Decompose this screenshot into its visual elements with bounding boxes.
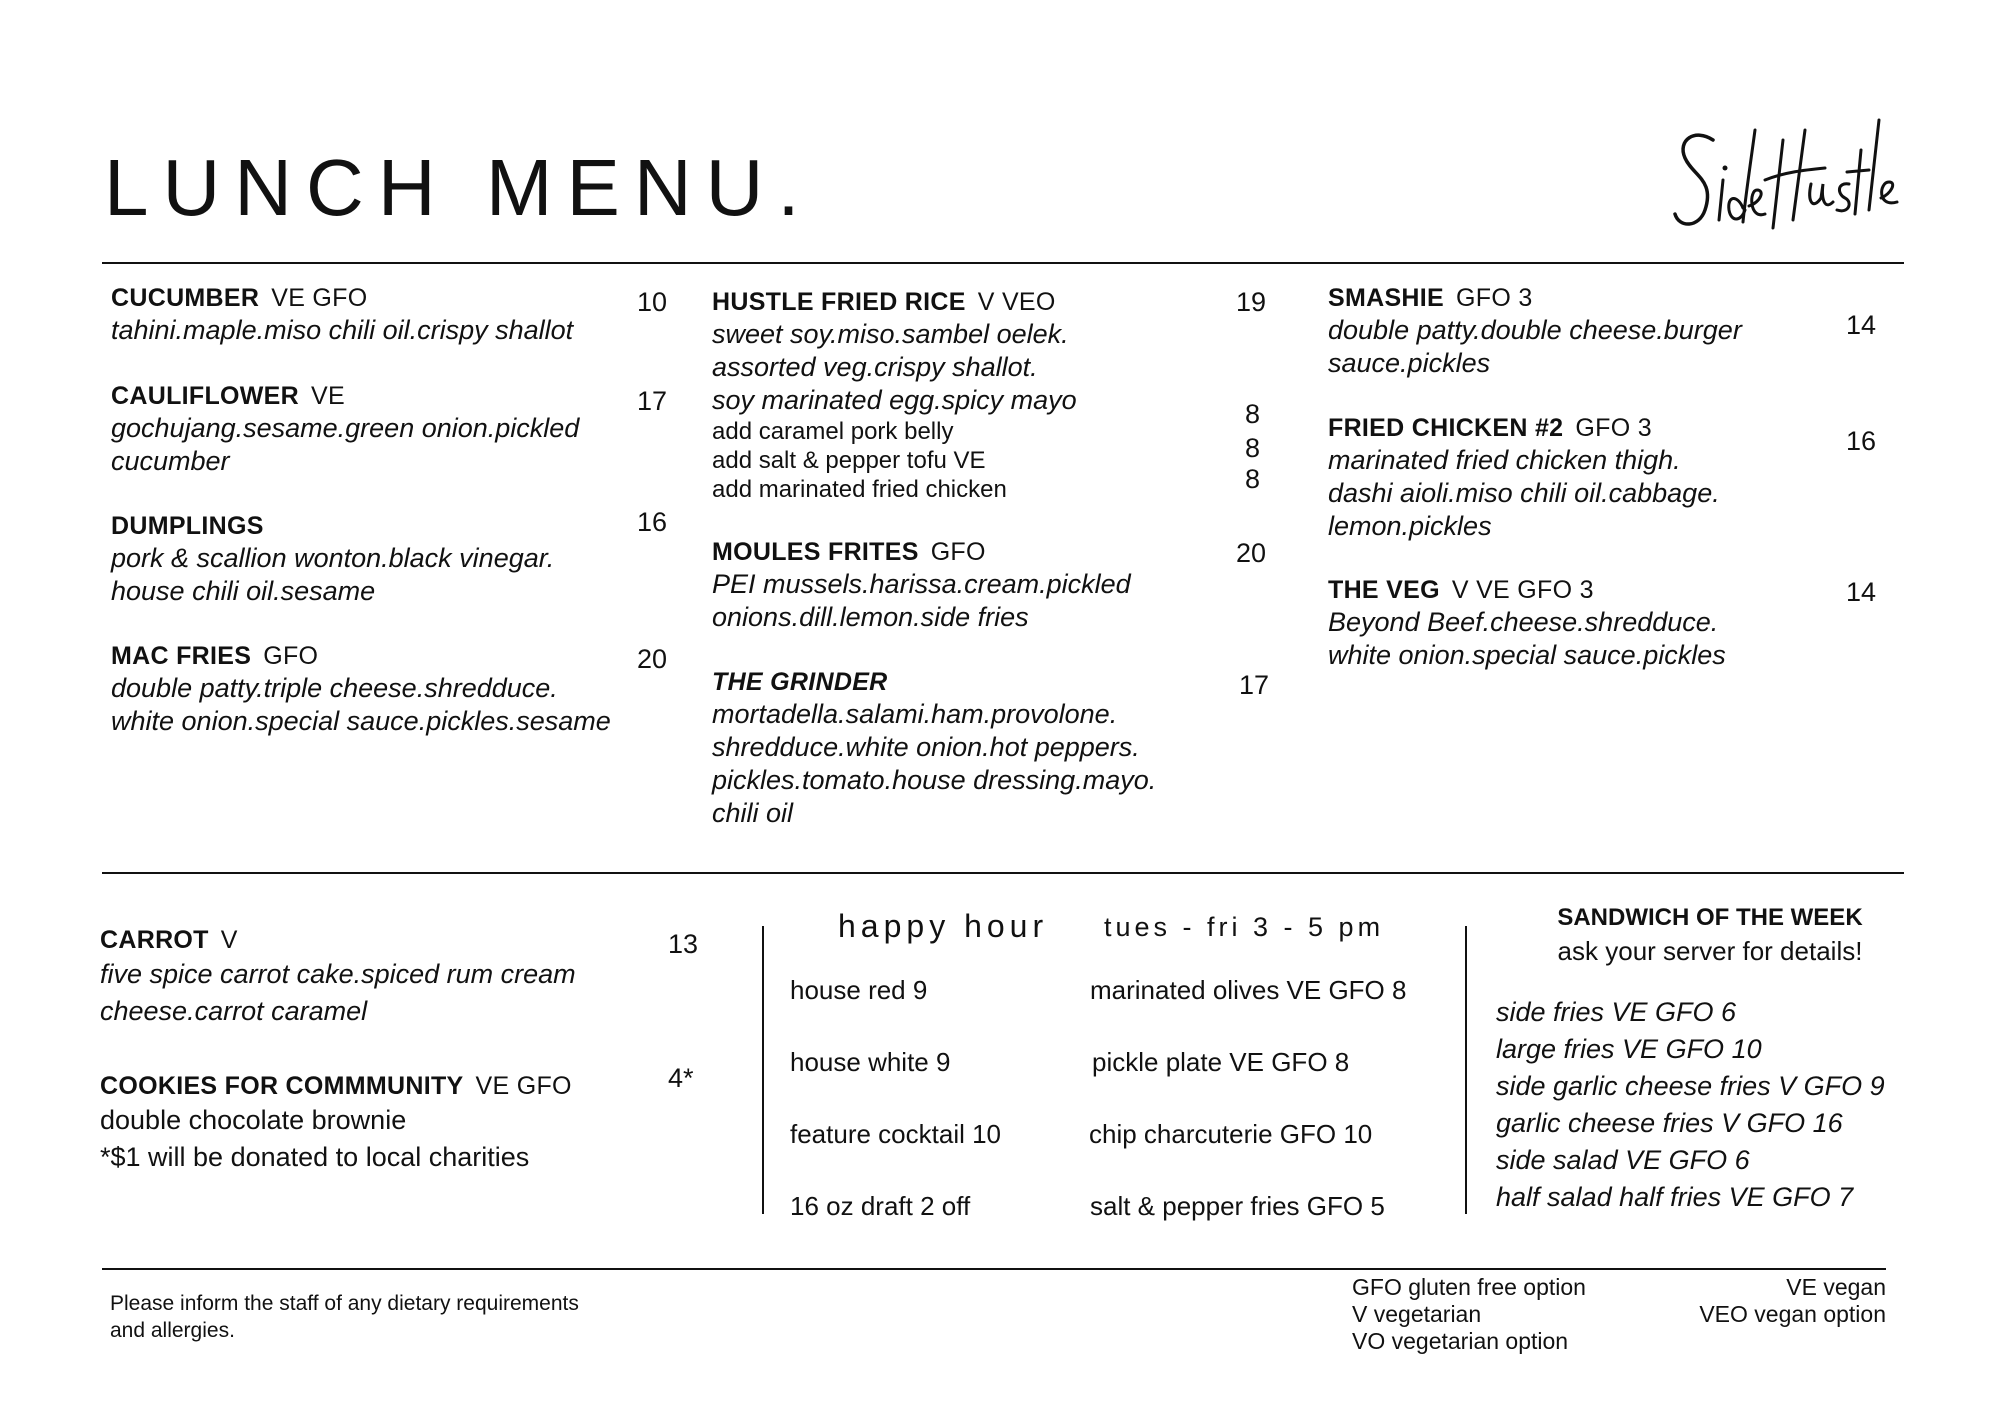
item-name: CARROT — [100, 926, 209, 954]
item-desc: double chocolate brownie — [100, 1105, 407, 1135]
item-price: 13 — [668, 929, 699, 959]
item-desc: assorted veg.crispy shallot. — [712, 352, 1038, 382]
item-desc: *$1 will be donated to local charities — [100, 1142, 530, 1172]
item-desc: chili oil — [712, 798, 794, 828]
happy-hour-item: chip charcuterie GFO 10 — [1089, 1119, 1373, 1149]
item-price: 20 — [1236, 538, 1267, 568]
item-name: THE VEG — [1328, 576, 1440, 604]
happy-hour-item: marinated olives VE GFO 8 — [1090, 975, 1407, 1005]
item-desc: sweet soy.miso.sambel oelek. — [712, 319, 1069, 349]
item-price: 4* — [668, 1063, 694, 1093]
footer-divider — [102, 1268, 1886, 1270]
item-tags: V VE GFO 3 — [1451, 576, 1594, 604]
happy-hour-item: house white 9 — [790, 1047, 951, 1077]
legend-entry: V vegetarian — [1352, 1301, 1482, 1327]
item-name: SMASHIE — [1328, 284, 1445, 312]
side-item: side salad VE GFO 6 — [1496, 1145, 1750, 1175]
side-item: garlic cheese fries V GFO 16 — [1496, 1108, 1843, 1138]
item-desc: Beyond Beef.cheese.shredduce. — [1328, 607, 1719, 637]
menu-item-carrot — [100, 924, 680, 1030]
item-desc: tahini.maple.miso chili oil.crispy shallot — [111, 315, 574, 345]
legend-entry: VO vegetarian option — [1352, 1328, 1569, 1354]
header-divider — [102, 262, 1904, 264]
legend-entry: GFO gluten free option — [1352, 1274, 1586, 1300]
menu-item-dumplings — [111, 510, 671, 608]
item-desc: pickles.tomato.house dressing.mayo. — [712, 765, 1157, 795]
item-name: MAC FRIES — [111, 642, 252, 670]
item-desc: pork & scallion wonton.black vinegar. — [111, 543, 555, 573]
item-desc: marinated fried chicken thigh. — [1328, 445, 1681, 475]
happy-hour-item: pickle plate VE GFO 8 — [1092, 1047, 1350, 1077]
item-desc: onions.dill.lemon.side fries — [712, 602, 1029, 632]
item-tags: GFO — [930, 538, 986, 566]
addon-item: add caramel pork belly — [712, 418, 954, 445]
item-name: CUCUMBER — [111, 284, 260, 312]
item-desc: house chili oil.sesame — [111, 576, 376, 606]
item-name: THE GRINDER — [712, 668, 888, 696]
item-price: 17 — [637, 386, 668, 416]
addon-price: 8 — [1245, 433, 1261, 463]
item-price: 14 — [1846, 577, 1877, 607]
happy-hour-title: happy hour — [838, 908, 1049, 944]
item-name: DUMPLINGS — [111, 512, 264, 540]
sandwich-of-week-subtext: ask your server for details! — [1557, 936, 1863, 966]
item-tags: VE — [311, 382, 345, 410]
item-name: FRIED CHICKEN #2 — [1328, 414, 1564, 442]
item-desc: PEI mussels.harissa.cream.pickled — [712, 569, 1131, 599]
menu-item-cookies-for-community — [100, 1070, 700, 1176]
item-name: MOULES FRITES — [712, 538, 919, 566]
item-price: 10 — [637, 287, 668, 317]
addon-item: add salt & pepper tofu VE — [712, 447, 986, 474]
menu-item-the-veg — [1328, 574, 1848, 672]
item-price: 14 — [1846, 310, 1877, 340]
item-tags: GFO — [263, 642, 319, 670]
item-desc: cucumber — [111, 446, 230, 476]
side-hustle-logo — [1665, 110, 1905, 248]
item-name: CAULIFLOWER — [111, 382, 299, 410]
item-desc: double patty.double cheese.burger — [1328, 315, 1742, 345]
side-item: side fries VE GFO 6 — [1496, 997, 1737, 1027]
page-title: LUNCH MENU. — [104, 143, 814, 232]
notice-line: and allergies. — [110, 1319, 235, 1342]
dietary-notice — [110, 1290, 810, 1344]
addon-price: 8 — [1245, 464, 1261, 494]
menu-item-fried-chicken — [1328, 412, 1848, 543]
item-desc: mortadella.salami.ham.provolone. — [712, 699, 1118, 729]
happy-hour-left-divider — [762, 926, 764, 1214]
addon-item: add marinated fried chicken — [712, 476, 1007, 503]
item-price: 16 — [1846, 426, 1877, 456]
item-desc: gochujang.sesame.green onion.pickled — [111, 413, 580, 443]
menu-item-moules-frites — [712, 536, 1232, 634]
item-desc: cheese.carrot caramel — [100, 996, 368, 1026]
side-item: large fries VE GFO 10 — [1496, 1034, 1762, 1064]
item-desc: sauce.pickles — [1328, 348, 1491, 378]
menu-item-cauliflower — [111, 380, 671, 478]
happy-hour-right-divider — [1465, 926, 1467, 1214]
item-tags: V — [220, 926, 238, 954]
legend-left — [1352, 1274, 1672, 1355]
item-desc: soy marinated egg.spicy mayo — [712, 385, 1077, 415]
item-desc: lemon.pickles — [1328, 511, 1492, 541]
item-desc: shredduce.white onion.hot peppers. — [712, 732, 1140, 762]
happy-hour-item: feature cocktail 10 — [790, 1119, 1002, 1149]
item-desc: dashi aioli.miso chili oil.cabbage. — [1328, 478, 1720, 508]
item-tags: GFO 3 — [1456, 284, 1533, 312]
item-tags: VE GFO — [475, 1072, 572, 1100]
notice-line: Please inform the staff of any dietary requirements — [110, 1292, 579, 1315]
item-name: COOKIES FOR COMMMUNITY — [100, 1072, 464, 1100]
item-price: 19 — [1236, 287, 1267, 317]
addon-price: 8 — [1245, 399, 1261, 429]
side-item: half salad half fries VE GFO 7 — [1496, 1182, 1854, 1212]
item-desc: double patty.triple cheese.shredduce. — [111, 673, 558, 703]
sides-list — [1496, 994, 1976, 1216]
legend-entry: VE vegan — [1786, 1274, 1886, 1300]
happy-hour-item: house red 9 — [790, 975, 928, 1005]
item-desc: white onion.special sauce.pickles.sesame — [111, 706, 611, 736]
happy-hour-days: tues - fri 3 - 5 pm — [1104, 912, 1385, 942]
legend-right — [1640, 1274, 1886, 1328]
menu-item-hustle-fried-rice — [712, 286, 1232, 504]
side-item: side garlic cheese fries V GFO 9 — [1496, 1071, 1885, 1101]
item-tags: GFO 3 — [1575, 414, 1652, 442]
menu-item-cucumber — [111, 282, 671, 347]
item-tags: VE GFO — [271, 284, 368, 312]
item-desc: five spice carrot cake.spiced rum cream — [100, 959, 576, 989]
item-price: 17 — [1239, 670, 1270, 700]
item-tags: V VEO — [977, 288, 1056, 316]
happy-hour-item: 16 oz draft 2 off — [790, 1191, 971, 1221]
menu-item-mac-fries — [111, 640, 691, 738]
item-desc: white onion.special sauce.pickles — [1328, 640, 1726, 670]
sandwich-of-week-heading: SANDWICH OF THE WEEK — [1557, 904, 1863, 931]
legend-entry: VEO vegan option — [1699, 1301, 1886, 1327]
section-divider — [102, 872, 1904, 874]
menu-item-smashie — [1328, 282, 1848, 380]
happy-hour-item: salt & pepper fries GFO 5 — [1090, 1191, 1385, 1221]
item-price: 20 — [637, 644, 668, 674]
item-name: HUSTLE FRIED RICE — [712, 288, 966, 316]
item-price: 16 — [637, 507, 668, 537]
menu-item-the-grinder — [712, 666, 1232, 830]
